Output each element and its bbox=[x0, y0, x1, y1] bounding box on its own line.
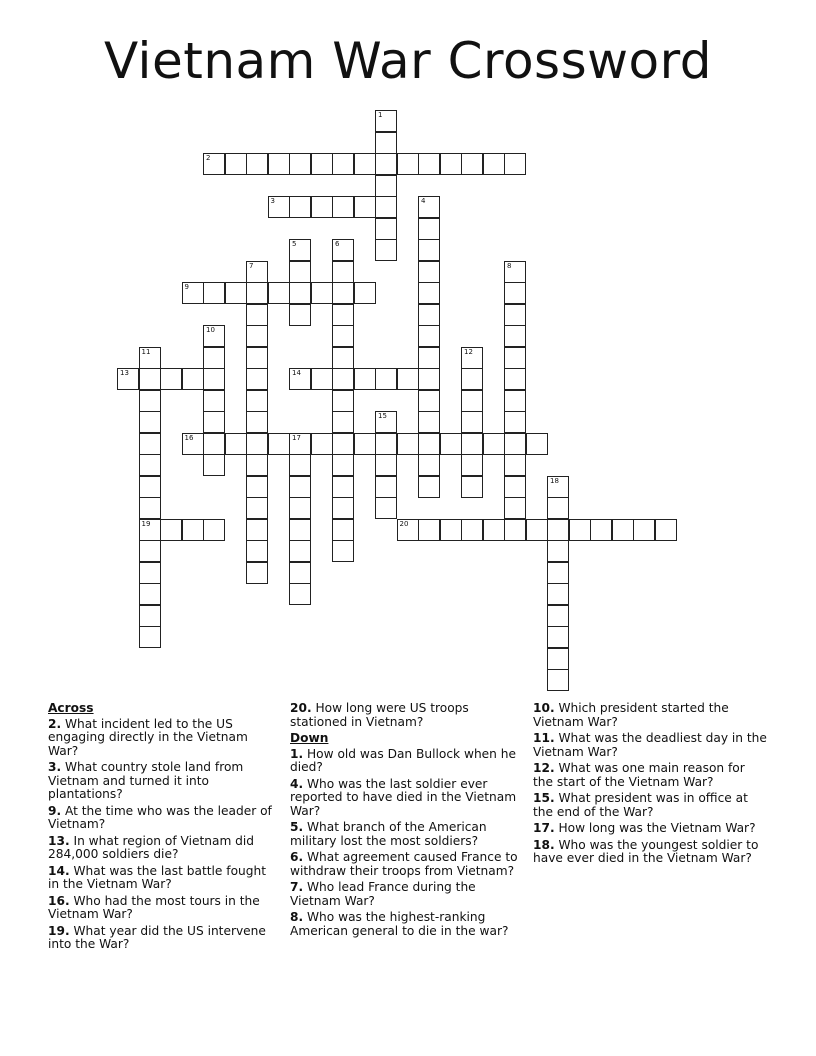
grid-cell[interactable] bbox=[633, 519, 655, 541]
grid-cell[interactable] bbox=[139, 562, 161, 584]
clue-across-16: 16. Who had the most tours in the Vietnam War? bbox=[48, 893, 260, 921]
grid-cell[interactable] bbox=[504, 390, 526, 412]
grid-cell[interactable] bbox=[504, 261, 526, 283]
grid-cell[interactable] bbox=[246, 454, 268, 476]
grid-cell[interactable] bbox=[397, 519, 419, 541]
grid-cell[interactable] bbox=[332, 411, 354, 433]
grid-cell[interactable] bbox=[160, 519, 182, 541]
grid-cell[interactable] bbox=[139, 540, 161, 562]
grid-cell[interactable] bbox=[182, 282, 204, 304]
grid-cell[interactable] bbox=[311, 368, 333, 390]
grid-cell[interactable] bbox=[311, 282, 333, 304]
grid-cell[interactable] bbox=[504, 325, 526, 347]
grid-cell[interactable] bbox=[461, 368, 483, 390]
grid-cell[interactable] bbox=[375, 368, 397, 390]
grid-cell[interactable] bbox=[504, 411, 526, 433]
grid-cell[interactable] bbox=[246, 261, 268, 283]
grid-cell[interactable] bbox=[203, 368, 225, 390]
grid-cell[interactable] bbox=[418, 390, 440, 412]
grid-cell[interactable] bbox=[418, 454, 440, 476]
grid-cell[interactable] bbox=[289, 261, 311, 283]
grid-cell[interactable] bbox=[332, 540, 354, 562]
grid-cell[interactable] bbox=[354, 153, 376, 175]
grid-cell[interactable] bbox=[268, 282, 290, 304]
clue-number: 10 bbox=[206, 326, 215, 334]
grid-cell[interactable] bbox=[418, 282, 440, 304]
clue-number: 14 bbox=[292, 369, 301, 377]
grid-cell[interactable] bbox=[418, 196, 440, 218]
grid-cell[interactable] bbox=[246, 411, 268, 433]
clue-down-17: 17. How long was the Vietnam War? bbox=[533, 821, 756, 835]
clue-number: 1 bbox=[378, 111, 383, 119]
grid-cell[interactable] bbox=[526, 433, 548, 455]
grid-cell[interactable] bbox=[332, 497, 354, 519]
grid-cell[interactable] bbox=[440, 519, 462, 541]
grid-cell[interactable] bbox=[332, 347, 354, 369]
grid-cell[interactable] bbox=[332, 153, 354, 175]
grid-cell[interactable] bbox=[139, 390, 161, 412]
grid-cell[interactable] bbox=[246, 368, 268, 390]
grid-cell[interactable] bbox=[375, 433, 397, 455]
grid-cell[interactable] bbox=[504, 304, 526, 326]
grid-cell[interactable] bbox=[203, 347, 225, 369]
grid-cell[interactable] bbox=[375, 218, 397, 240]
grid-cell[interactable] bbox=[268, 196, 290, 218]
grid-cell[interactable] bbox=[547, 669, 569, 691]
clue-number: 6 bbox=[335, 240, 340, 248]
grid-cell[interactable] bbox=[418, 325, 440, 347]
grid-cell[interactable] bbox=[332, 239, 354, 261]
grid-cell[interactable] bbox=[461, 454, 483, 476]
grid-cell[interactable] bbox=[483, 153, 505, 175]
grid-cell[interactable] bbox=[375, 497, 397, 519]
grid-cell[interactable] bbox=[440, 433, 462, 455]
clue-across-3: 3. What country stole land from Vietnam and turned it into plantations? bbox=[48, 760, 244, 801]
grid-cell[interactable] bbox=[160, 368, 182, 390]
grid-cell[interactable] bbox=[547, 476, 569, 498]
grid-cell[interactable] bbox=[246, 153, 268, 175]
clue-down-12: 12. What was one main reason for the start of the Vietnam War? bbox=[533, 761, 745, 789]
clue-column-2 bbox=[290, 702, 525, 941]
clue-column-3 bbox=[533, 702, 768, 869]
grid-cell[interactable] bbox=[418, 411, 440, 433]
grid-cell[interactable] bbox=[139, 454, 161, 476]
grid-cell[interactable] bbox=[139, 368, 161, 390]
grid-cell[interactable] bbox=[203, 519, 225, 541]
grid-cell[interactable] bbox=[547, 583, 569, 605]
grid-cell[interactable] bbox=[418, 433, 440, 455]
grid-cell[interactable] bbox=[418, 218, 440, 240]
grid-cell[interactable] bbox=[139, 519, 161, 541]
grid-cell[interactable] bbox=[225, 433, 247, 455]
grid-cell[interactable] bbox=[375, 476, 397, 498]
grid-cell[interactable] bbox=[332, 368, 354, 390]
grid-cell[interactable] bbox=[461, 519, 483, 541]
down-header: Down bbox=[290, 731, 329, 745]
clue-across-13: 13. In what region of Vietnam did 284,000 soldiers die? bbox=[48, 833, 255, 861]
grid-cell[interactable] bbox=[268, 433, 290, 455]
grid-cell[interactable] bbox=[418, 239, 440, 261]
grid-cell[interactable] bbox=[311, 433, 333, 455]
grid-cell[interactable] bbox=[375, 175, 397, 197]
clue-down-7: 7. Who lead France during the Vietnam War? bbox=[290, 880, 476, 908]
grid-cell[interactable] bbox=[461, 411, 483, 433]
grid-cell[interactable] bbox=[354, 368, 376, 390]
grid-cell[interactable] bbox=[203, 325, 225, 347]
grid-cell[interactable] bbox=[375, 196, 397, 218]
grid-cell[interactable] bbox=[289, 282, 311, 304]
grid-cell[interactable] bbox=[569, 519, 591, 541]
grid-cell[interactable] bbox=[289, 153, 311, 175]
grid-cell[interactable] bbox=[461, 347, 483, 369]
grid-cell[interactable] bbox=[225, 153, 247, 175]
grid-cell[interactable] bbox=[289, 368, 311, 390]
grid-cell[interactable] bbox=[418, 347, 440, 369]
clue-number: 17 bbox=[292, 433, 301, 442]
grid-cell[interactable] bbox=[289, 454, 311, 476]
grid-cell[interactable] bbox=[375, 110, 397, 132]
grid-cell[interactable] bbox=[332, 519, 354, 541]
grid-cell[interactable] bbox=[332, 476, 354, 498]
grid-cell[interactable] bbox=[526, 519, 548, 541]
grid-cell[interactable] bbox=[182, 519, 204, 541]
grid-cell[interactable] bbox=[225, 282, 247, 304]
grid-cell[interactable] bbox=[375, 239, 397, 261]
grid-cell[interactable] bbox=[203, 433, 225, 455]
grid-cell[interactable] bbox=[182, 368, 204, 390]
clue-number: 16 bbox=[184, 433, 194, 442]
grid-cell[interactable] bbox=[461, 390, 483, 412]
grid-cell[interactable] bbox=[461, 153, 483, 175]
grid-cell[interactable] bbox=[246, 540, 268, 562]
grid-cell[interactable] bbox=[332, 304, 354, 326]
grid-cell[interactable] bbox=[203, 411, 225, 433]
grid-cell[interactable] bbox=[311, 153, 333, 175]
grid-cell[interactable] bbox=[504, 282, 526, 304]
clue-number: 5 bbox=[292, 240, 297, 248]
page-title: Vietnam War Crossword bbox=[103, 32, 713, 90]
grid-cell[interactable] bbox=[268, 153, 290, 175]
grid-cell[interactable] bbox=[354, 196, 376, 218]
grid-cell[interactable] bbox=[289, 239, 311, 261]
clue-number: 15 bbox=[378, 412, 387, 420]
across-header: Across bbox=[48, 701, 94, 715]
grid-cell[interactable] bbox=[139, 347, 161, 369]
grid-cell[interactable] bbox=[289, 476, 311, 498]
grid-cell[interactable] bbox=[139, 583, 161, 605]
grid-cell[interactable] bbox=[289, 540, 311, 562]
clue-down-10: 10. Which president started the Vietnam War? bbox=[533, 701, 729, 729]
clue-across-19: 19. What year did the US intervene into the War? bbox=[48, 923, 266, 951]
grid-cell[interactable] bbox=[483, 519, 505, 541]
clue-down-15: 15. What president was in office at the end of the War? bbox=[533, 791, 748, 819]
grid-cell[interactable] bbox=[418, 261, 440, 283]
grid-cell[interactable] bbox=[332, 261, 354, 283]
grid-cell[interactable] bbox=[547, 626, 569, 648]
grid-cell[interactable] bbox=[375, 411, 397, 433]
grid-cell[interactable] bbox=[246, 476, 268, 498]
grid-cell[interactable] bbox=[483, 433, 505, 455]
grid-cell[interactable] bbox=[289, 519, 311, 541]
clue-number: 20 bbox=[399, 519, 409, 528]
grid-cell[interactable] bbox=[332, 196, 354, 218]
grid-cell[interactable] bbox=[332, 390, 354, 412]
grid-cell[interactable] bbox=[375, 132, 397, 154]
clue-number: 12 bbox=[464, 347, 473, 356]
grid-cell[interactable] bbox=[117, 368, 139, 390]
grid-cell[interactable] bbox=[547, 562, 569, 584]
grid-cell[interactable] bbox=[289, 562, 311, 584]
grid-cell[interactable] bbox=[440, 153, 462, 175]
grid-cell[interactable] bbox=[504, 153, 526, 175]
grid-cell[interactable] bbox=[246, 433, 268, 455]
clue-across-14: 14. What was the last battle fought in the Vietnam War? bbox=[48, 863, 266, 891]
clue-number: 4 bbox=[421, 197, 426, 205]
grid-cell[interactable] bbox=[547, 519, 569, 541]
grid-cell[interactable] bbox=[289, 304, 311, 326]
grid-cell[interactable] bbox=[246, 325, 268, 347]
clue-number: 13 bbox=[120, 369, 129, 377]
grid-cell[interactable] bbox=[246, 390, 268, 412]
grid-cell[interactable] bbox=[289, 583, 311, 605]
grid-cell[interactable] bbox=[203, 390, 225, 412]
clue-column-1 bbox=[48, 702, 273, 955]
grid-cell[interactable] bbox=[397, 153, 419, 175]
grid-cell[interactable] bbox=[139, 626, 161, 648]
clue-down-5: 5. What branch of the American military lost the most soldiers? bbox=[290, 820, 487, 848]
grid-cell[interactable] bbox=[547, 497, 569, 519]
grid-cell[interactable] bbox=[504, 476, 526, 498]
grid-cell[interactable] bbox=[246, 519, 268, 541]
clue-number: 9 bbox=[184, 283, 189, 291]
grid-cell[interactable] bbox=[418, 153, 440, 175]
clue-down-18: 18. Who was the youngest soldier to have ever died in the Vietnam War? bbox=[533, 837, 759, 865]
grid-cell[interactable] bbox=[418, 304, 440, 326]
grid-cell[interactable] bbox=[375, 153, 397, 175]
grid-cell[interactable] bbox=[418, 476, 440, 498]
grid-cell[interactable] bbox=[655, 519, 677, 541]
grid-cell[interactable] bbox=[354, 282, 376, 304]
grid-cell[interactable] bbox=[418, 368, 440, 390]
grid-cell[interactable] bbox=[332, 325, 354, 347]
grid-cell[interactable] bbox=[139, 605, 161, 627]
grid-cell[interactable] bbox=[504, 347, 526, 369]
grid-cell[interactable] bbox=[246, 304, 268, 326]
grid-cell[interactable] bbox=[397, 368, 419, 390]
grid-cell[interactable] bbox=[289, 497, 311, 519]
grid-cell[interactable] bbox=[203, 454, 225, 476]
clue-across-9: 9. At the time who was the leader of Vietnam? bbox=[48, 803, 272, 831]
grid-cell[interactable] bbox=[504, 433, 526, 455]
grid-cell[interactable] bbox=[504, 497, 526, 519]
grid-cell[interactable] bbox=[182, 433, 204, 455]
grid-cell[interactable] bbox=[203, 153, 225, 175]
grid-cell[interactable] bbox=[246, 347, 268, 369]
grid-cell[interactable] bbox=[139, 497, 161, 519]
clue-number: 11 bbox=[141, 347, 151, 356]
grid-cell[interactable] bbox=[139, 411, 161, 433]
grid-cell[interactable] bbox=[504, 519, 526, 541]
grid-cell[interactable] bbox=[354, 433, 376, 455]
grid-cell[interactable] bbox=[547, 605, 569, 627]
clue-down-11: 11. What was the deadliest day in the Vietnam War? bbox=[533, 731, 767, 759]
grid-cell[interactable] bbox=[332, 454, 354, 476]
grid-cell[interactable] bbox=[461, 476, 483, 498]
grid-cell[interactable] bbox=[332, 433, 354, 455]
grid-cell[interactable] bbox=[612, 519, 634, 541]
clue-number: 18 bbox=[550, 476, 559, 485]
grid-cell[interactable] bbox=[504, 368, 526, 390]
clue-down-8: 8. Who was the highest-ranking American general to die in the war? bbox=[290, 910, 509, 938]
grid-cell[interactable] bbox=[203, 282, 225, 304]
grid-cell[interactable] bbox=[375, 454, 397, 476]
grid-cell[interactable] bbox=[139, 433, 161, 455]
grid-cell[interactable] bbox=[246, 497, 268, 519]
grid-cell[interactable] bbox=[289, 433, 311, 455]
clue-number: 7 bbox=[249, 261, 254, 270]
grid-cell[interactable] bbox=[461, 433, 483, 455]
grid-cell[interactable] bbox=[246, 562, 268, 584]
grid-cell[interactable] bbox=[246, 282, 268, 304]
grid-cell[interactable] bbox=[397, 433, 419, 455]
clue-down-6: 6. What agreement caused France to withdraw their troops from Vietnam? bbox=[290, 850, 518, 878]
grid-cell[interactable] bbox=[547, 648, 569, 670]
clue-number: 19 bbox=[141, 519, 151, 528]
clue-number: 2 bbox=[206, 154, 211, 162]
clue-down-1: 1. How old was Dan Bullock when he died? bbox=[290, 746, 516, 774]
grid-cell[interactable] bbox=[139, 476, 161, 498]
grid-cell[interactable] bbox=[504, 454, 526, 476]
grid-cell[interactable] bbox=[547, 540, 569, 562]
grid-cell[interactable] bbox=[332, 282, 354, 304]
clue-number: 3 bbox=[270, 197, 275, 205]
grid-cell[interactable] bbox=[418, 519, 440, 541]
clue-number: 8 bbox=[507, 261, 512, 270]
clue-across-2: 2. What incident led to the US engaging directly in the Vietnam War? bbox=[48, 716, 248, 758]
grid-cell[interactable] bbox=[590, 519, 612, 541]
clue-down-4: 4. Who was the last soldier ever reported to have died in the Vietnam War? bbox=[290, 776, 517, 818]
clue-across-20: 20. How long were US troops stationed in Vietnam? bbox=[290, 701, 469, 729]
grid-cell[interactable] bbox=[289, 196, 311, 218]
grid-cell[interactable] bbox=[311, 196, 333, 218]
